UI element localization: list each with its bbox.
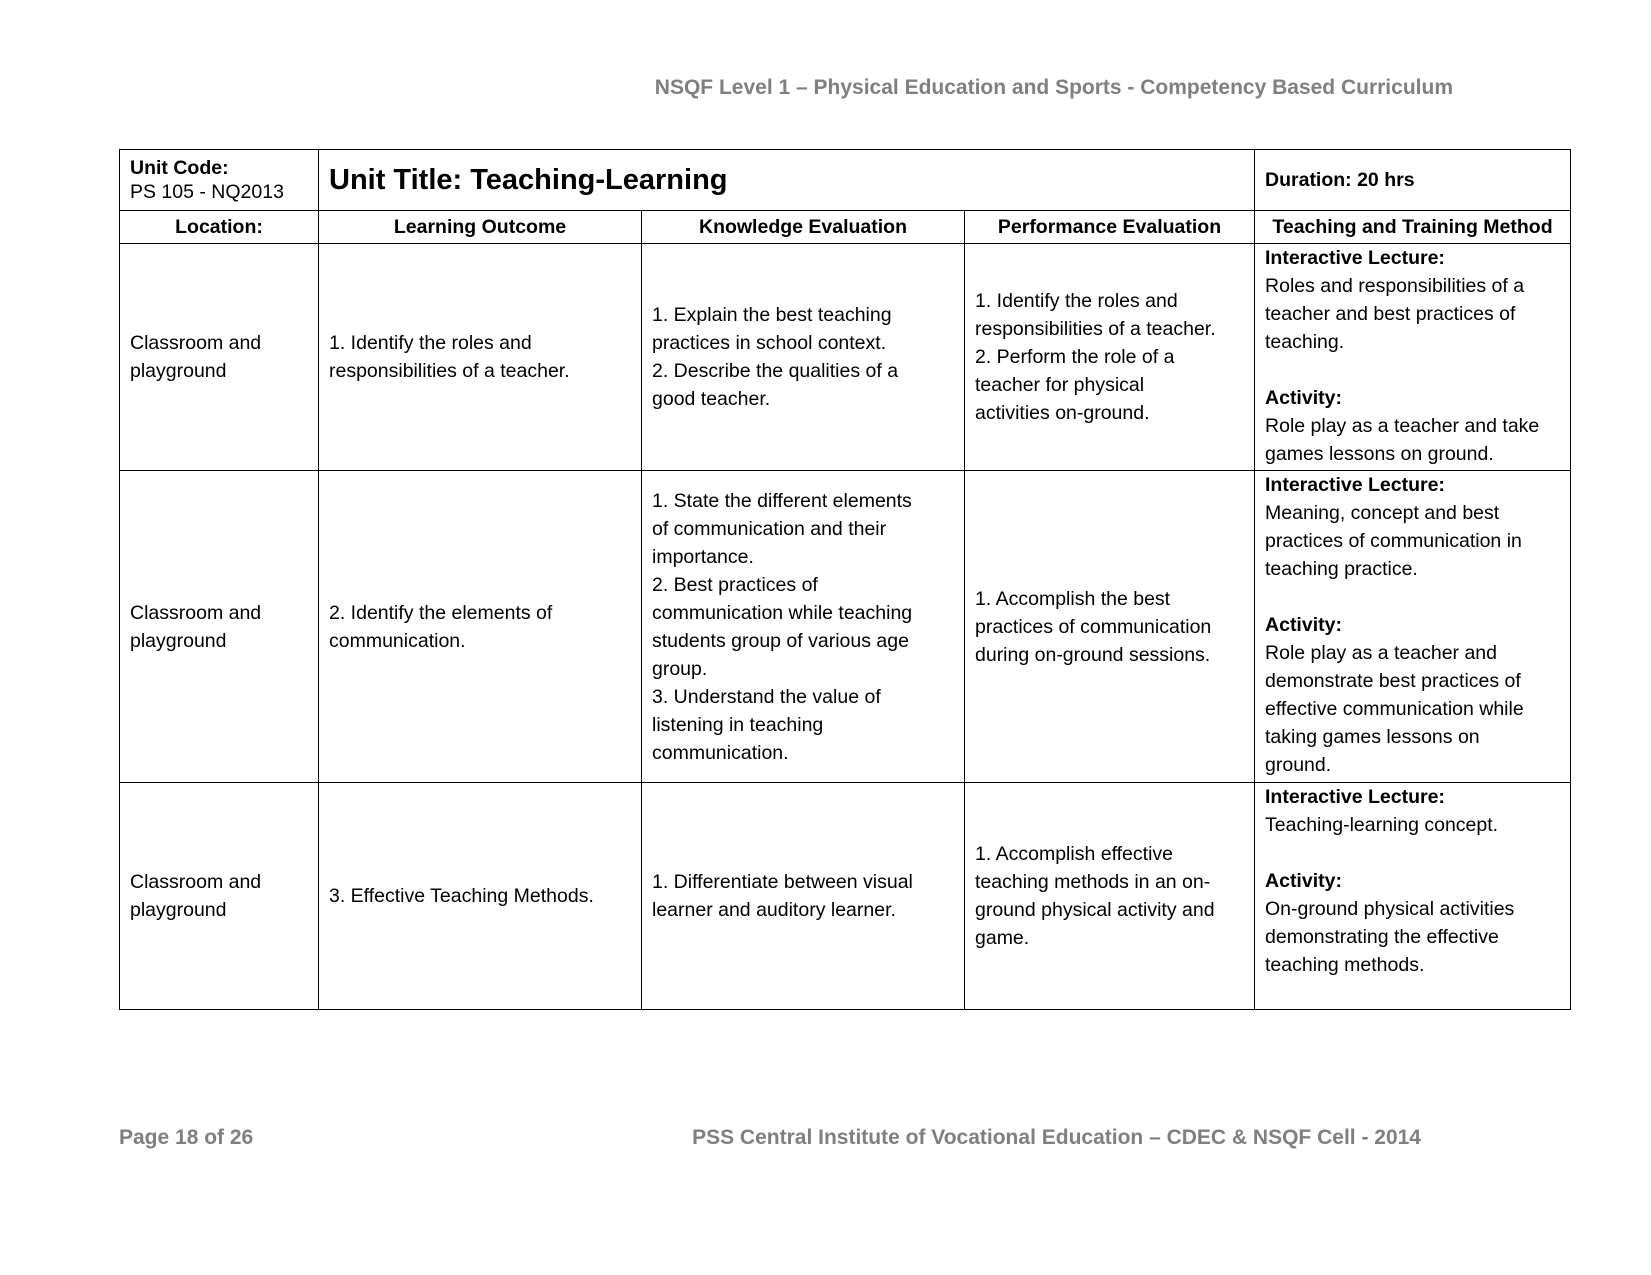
knowledge-evaluation-cell [642,244,965,471]
performance-evaluation-cell [965,471,1255,783]
teaching-method-cell [1255,783,1571,1010]
location-line: playground [130,629,227,652]
outcome-line: 1. Identify the roles and [329,332,532,354]
column-header-row [120,211,1571,244]
knowledge-line: group. [652,657,708,680]
activity-line: ground. [1265,754,1332,776]
outcome-line: communication. [329,629,466,652]
interactive-lecture-label: Interactive Lecture: [1265,786,1445,808]
location-line: Classroom and [130,871,262,893]
knowledge-line: practices in school context. [652,332,887,354]
lecture-line: Teaching-learning concept. [1265,814,1499,836]
knowledge-line: 2. Best practices of [652,573,818,596]
lecture-line: teaching. [1265,331,1345,353]
performance-line: during on-ground sessions. [975,643,1211,666]
outcome-line: 3. Effective Teaching Methods. [329,885,594,907]
location-cell [120,783,319,1010]
activity-label: Activity: [1265,387,1342,409]
activity-line: taking games lessons on [1265,726,1480,748]
lecture-line: Roles and responsibilities of a [1265,275,1525,297]
performance-line: responsibilities of a teacher. [975,318,1216,340]
knowledge-line: 1. Differentiate between visual [652,871,913,893]
unit-title-row [120,150,1571,211]
knowledge-line: 1. State the different elements [652,489,912,512]
outcome-line: responsibilities of a teacher. [329,360,570,382]
page-number: Page 18 of 26 [119,1126,254,1149]
performance-line: 1. Identify the roles and [975,290,1178,312]
outcome-line: 2. Identify the elements of [329,601,553,624]
column-header-performance-evaluation: Performance Evaluation [965,211,1255,244]
unit-code-value: PS 105 - NQ2013 [130,181,284,203]
performance-evaluation-cell [965,244,1255,471]
unit-code-label: Unit Code: [130,157,229,179]
unit-table [119,149,1571,1010]
knowledge-line: learner and auditory learner. [652,899,896,921]
lecture-line: teacher and best practices of [1265,303,1516,325]
performance-line: 1. Accomplish effective [975,843,1173,865]
spacer [1265,356,1560,384]
knowledge-line: communication. [652,741,789,764]
activity-line: effective communication while [1265,698,1524,720]
performance-line: ground physical activity and [975,899,1215,921]
column-header-teaching-method: Teaching and Training Method [1255,211,1571,244]
activity-line: Role play as a teacher and [1265,642,1497,664]
unit-title: Unit Title: Teaching-Learning [329,164,728,196]
spacer [1265,583,1560,611]
location-cell [120,471,319,783]
performance-line: game. [975,927,1030,949]
location-line: Classroom and [130,601,262,624]
knowledge-line: importance. [652,545,754,568]
interactive-lecture-label: Interactive Lecture: [1265,247,1445,269]
running-header: NSQF Level 1 – Physical Education and Sports - Competency Based Curriculum [654,76,1453,99]
activity-label: Activity: [1265,614,1342,636]
activity-line: Role play as a teacher and take [1265,415,1540,437]
teaching-method-cell [1255,471,1571,783]
unit-title-cell [319,150,1255,211]
knowledge-evaluation-cell [642,783,965,1010]
column-header-learning-outcome: Learning Outcome [319,211,642,244]
performance-line: activities on-ground. [975,402,1150,424]
knowledge-evaluation-cell [642,471,965,783]
activity-line: demonstrating the effective [1265,926,1499,948]
lecture-line: practices of communication in [1265,530,1522,552]
knowledge-line: good teacher. [652,388,771,410]
learning-outcome-cell [319,244,642,471]
knowledge-line: of communication and their [652,517,887,540]
unit-duration: Duration: 20 hrs [1265,169,1415,191]
knowledge-line: 2. Describe the qualities of a [652,360,899,382]
lecture-line: teaching practice. [1265,558,1418,580]
knowledge-line: listening in teaching [652,713,824,736]
table-row [120,471,1571,783]
location-line: Classroom and [130,332,262,354]
activity-label: Activity: [1265,870,1342,892]
location-line: playground [130,360,227,382]
activity-line: On-ground physical activities [1265,898,1515,920]
location-cell [120,244,319,471]
activity-line: demonstrate best practices of [1265,670,1521,692]
column-header-knowledge-evaluation: Knowledge Evaluation [642,211,965,244]
activity-line: games lessons on ground. [1265,443,1494,465]
duration-cell [1255,150,1571,211]
location-line: playground [130,899,227,921]
performance-evaluation-cell [965,783,1255,1010]
column-header-location: Location: [120,211,319,244]
performance-line: teaching methods in an on- [975,871,1211,893]
footer-institute: PSS Central Institute of Vocational Education – CDEC & NSQF Cell - 2014 [692,1126,1421,1149]
learning-outcome-cell [319,783,642,1010]
knowledge-line: communication while teaching [652,601,913,624]
table-row [120,244,1571,471]
learning-outcome-cell [319,471,642,783]
performance-line: practices of communication [975,615,1212,638]
interactive-lecture-label: Interactive Lecture: [1265,474,1445,496]
knowledge-line: students group of various age [652,629,909,652]
spacer [1265,839,1560,867]
knowledge-line: 1. Explain the best teaching [652,304,892,326]
performance-line: 2. Perform the role of a [975,346,1175,368]
activity-line: teaching methods. [1265,954,1425,976]
table-row [120,783,1571,1010]
unit-code-cell [120,150,319,211]
performance-line: 1. Accomplish the best [975,587,1171,610]
performance-line: teacher for physical [975,374,1145,396]
lecture-line: Meaning, concept and best [1265,502,1500,524]
teaching-method-cell [1255,244,1571,471]
knowledge-line: 3. Understand the value of [652,685,881,708]
